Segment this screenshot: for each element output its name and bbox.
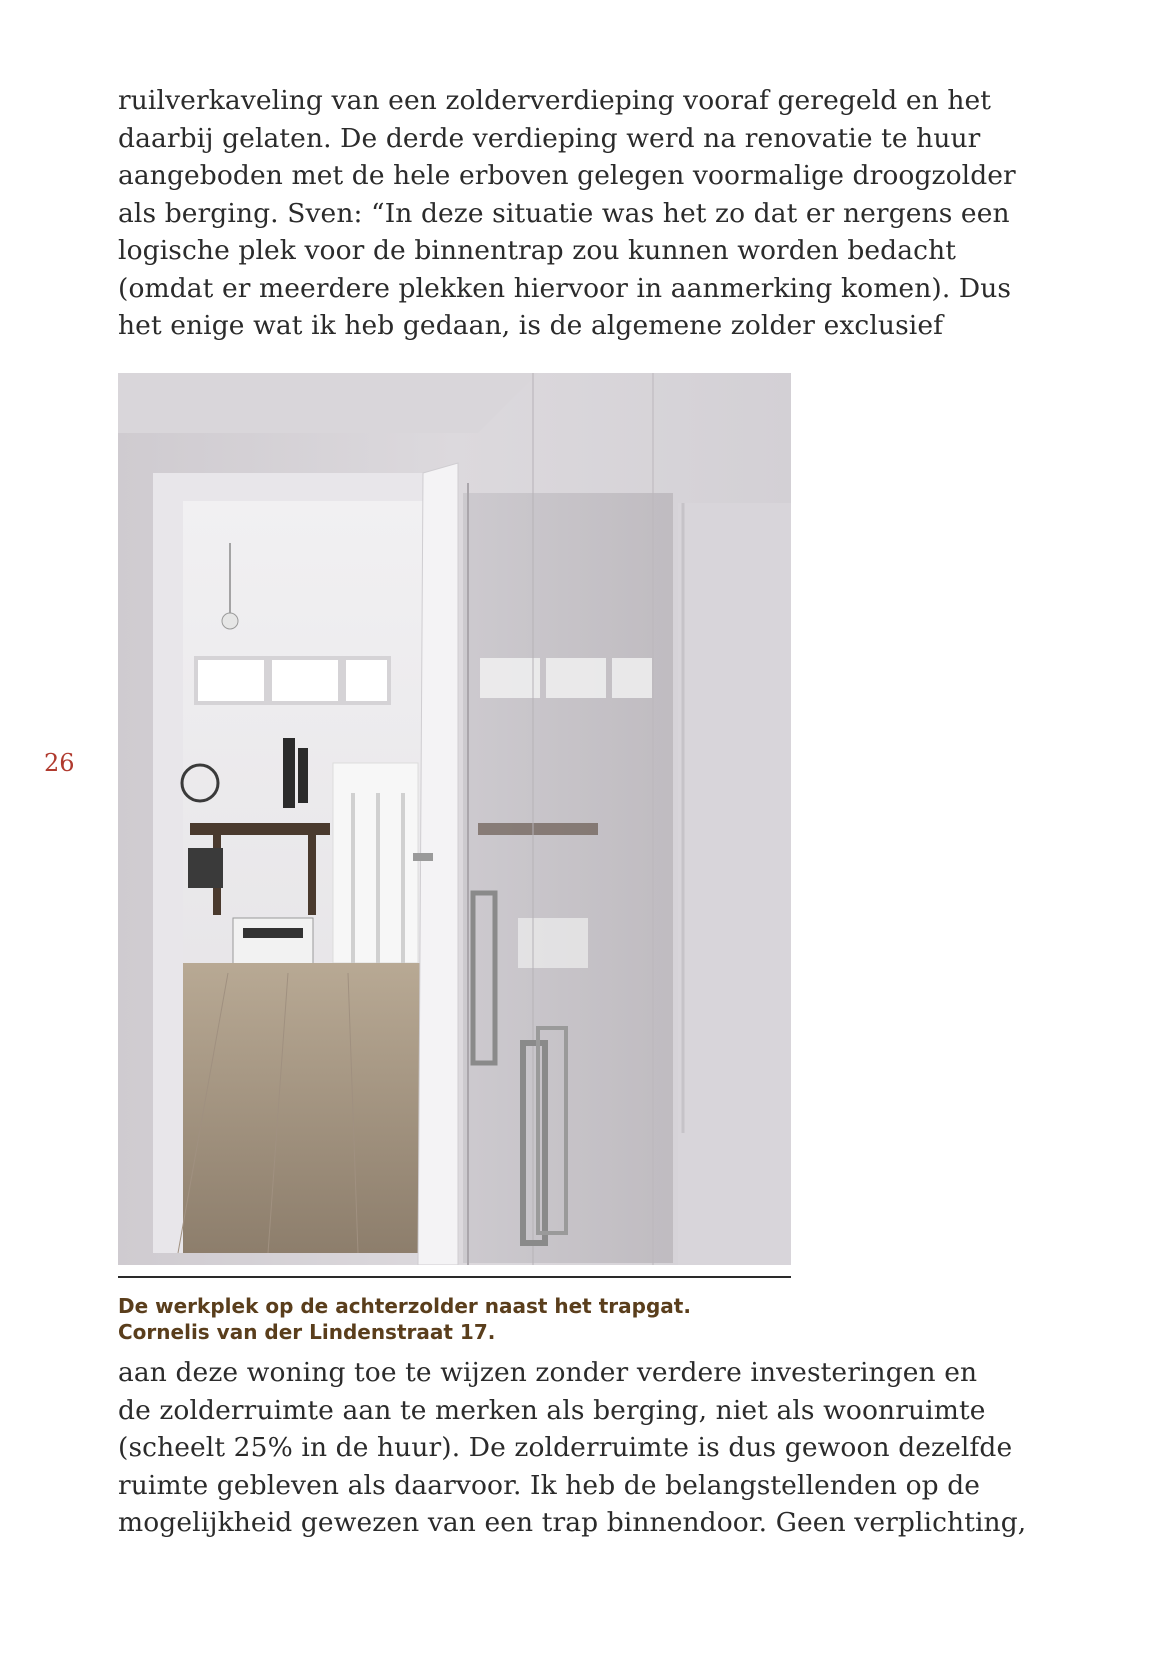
caption-line: Cornelis van der Lindenstraat 17. [118,1320,496,1344]
text-line: daarbij gelaten. De derde verdieping werd na renovatie te huur [118,122,981,154]
text-line: ruimte gebleven als daarvoor. Ik heb de belangstellenden op de [118,1469,981,1501]
text-line: aan deze woning toe te wijzen zonder verdere investeringen en [118,1357,978,1388]
page-number: 26 [44,749,75,777]
text-line: (scheelt 25% in de huur). De zolderruimte is dus gewoon dezelfde [118,1432,1013,1463]
text-line: de zolderruimte aan te merken als berging, niet als woonruimte [118,1394,986,1426]
text-line: aangeboden met de hele erboven gelegen voormalige droogzolder [118,160,1016,191]
text-line: logische plek voor de binnentrap zou kunnen worden bedacht [118,235,957,266]
caption-divider [118,1276,791,1278]
photo-caption [118,1293,791,1345]
text-line: mogelijkheid gewezen van een trap binnendoor. Geen verplichting, [118,1507,1027,1538]
text-line: (omdat er meerdere plekken hiervoor in aanmerking komen). Dus [118,272,1012,304]
caption-line: De werkplek op de achterzolder naast het trapgat. [118,1294,691,1318]
text-line: het enige wat ik heb gedaan, is de algemene zolder exclusief [118,310,944,341]
body-paragraph-bottom [118,1354,1027,1542]
text-line: als berging. Sven: “In deze situatie was het zo dat er nergens een [118,197,1010,229]
text-line: ruilverkaveling van een zolderverdieping vooraf geregeld en het [118,85,992,116]
body-paragraph-top [118,82,1018,345]
attic-workspace-photo [118,373,791,1265]
